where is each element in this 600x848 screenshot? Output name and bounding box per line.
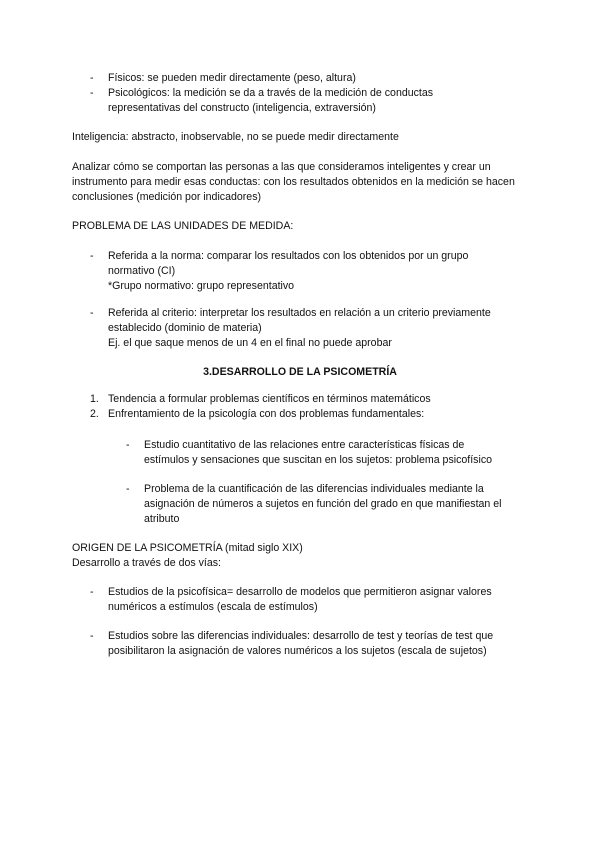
- list-item-line: Estudios sobre las diferencias individuales: desarrollo de test y teorías de test que: [108, 630, 494, 642]
- list-item-line: posibilitaron la asignación de valores numéricos a los sujetos (escala de sujetos): [108, 645, 487, 657]
- list-item-line: *Grupo normativo: grupo representativo: [108, 280, 295, 292]
- list-item-line: establecido (dominio de materia): [108, 322, 262, 334]
- list-item-line: Ej. el que saque menos de un 4 en el final no puede aprobar: [108, 337, 392, 349]
- list-item-line: Referida a la norma: comparar los resultados con los obtenidos por un grupo: [108, 250, 469, 262]
- bullet-dash: -: [90, 307, 94, 319]
- list-item-line: numéricos a estímulos (escala de estímulos): [108, 601, 318, 613]
- list-item-text: Psicológicos: la medición se da a través de la medición de conductas representativas del constructo (inteligencia, extraversión): [108, 87, 434, 114]
- list-item-line: normativo (CI): [108, 265, 176, 277]
- paragraph-inteligencia: Inteligencia: abstracto, inobservable, no se puede medir directamente: [72, 131, 399, 143]
- bullet-dash: -: [126, 439, 130, 451]
- origen-title: ORIGEN DE LA PSICOMETRÍA (mitad siglo XIX): [72, 542, 303, 554]
- list-item-line: asignación de números a sujetos en función del grado en que manifiestan el: [144, 498, 502, 510]
- numbered-item-text: Enfrentamiento de la psicología con dos problemas fundamentales:: [108, 408, 425, 420]
- origen-subtitle: Desarrollo a través de dos vías:: [72, 557, 221, 569]
- list-item-line: atributo: [144, 513, 180, 525]
- list-item-line: Referida al criterio: interpretar los resultados en relación a un criterio previamente: [108, 307, 491, 319]
- section-heading: 3.DESARROLLO DE LA PSICOMETRÍA: [203, 366, 397, 378]
- problema-title: PROBLEMA DE LAS UNIDADES DE MEDIDA:: [72, 220, 294, 232]
- item-number: 2.: [90, 408, 99, 420]
- bullet-dash: -: [90, 250, 94, 262]
- list-item-text: Físicos: se pueden medir directamente (peso, altura): [108, 72, 356, 84]
- bullet-dash: -: [90, 72, 94, 84]
- paragraph-analizar: Analizar cómo se comportan las personas a las que consideramos inteligentes y crear un instrumento para medir esas conductas: con los resultados obtenidos en la medición se hacen conclusiones (medición por indicadores): [72, 161, 515, 203]
- list-item-line: Problema de la cuantificación de las diferencias individuales mediante la: [144, 483, 484, 495]
- numbered-item-text: Tendencia a formular problemas científicos en términos matemáticos: [108, 393, 431, 405]
- item-number: 1.: [90, 393, 99, 405]
- bullet-dash: -: [90, 630, 94, 642]
- bullet-dash: -: [90, 87, 94, 99]
- bullet-dash: -: [90, 586, 94, 598]
- bullet-dash: -: [126, 483, 130, 495]
- list-item-line: estímulos y sensaciones que suscitan en los sujetos: problema psicofísico: [144, 454, 493, 466]
- list-item-line: Estudios de la psicofísica= desarrollo de modelos que permitieron asignar valores: [108, 586, 492, 598]
- list-item-line: Estudio cuantitativo de las relaciones entre características físicas de: [144, 439, 465, 451]
